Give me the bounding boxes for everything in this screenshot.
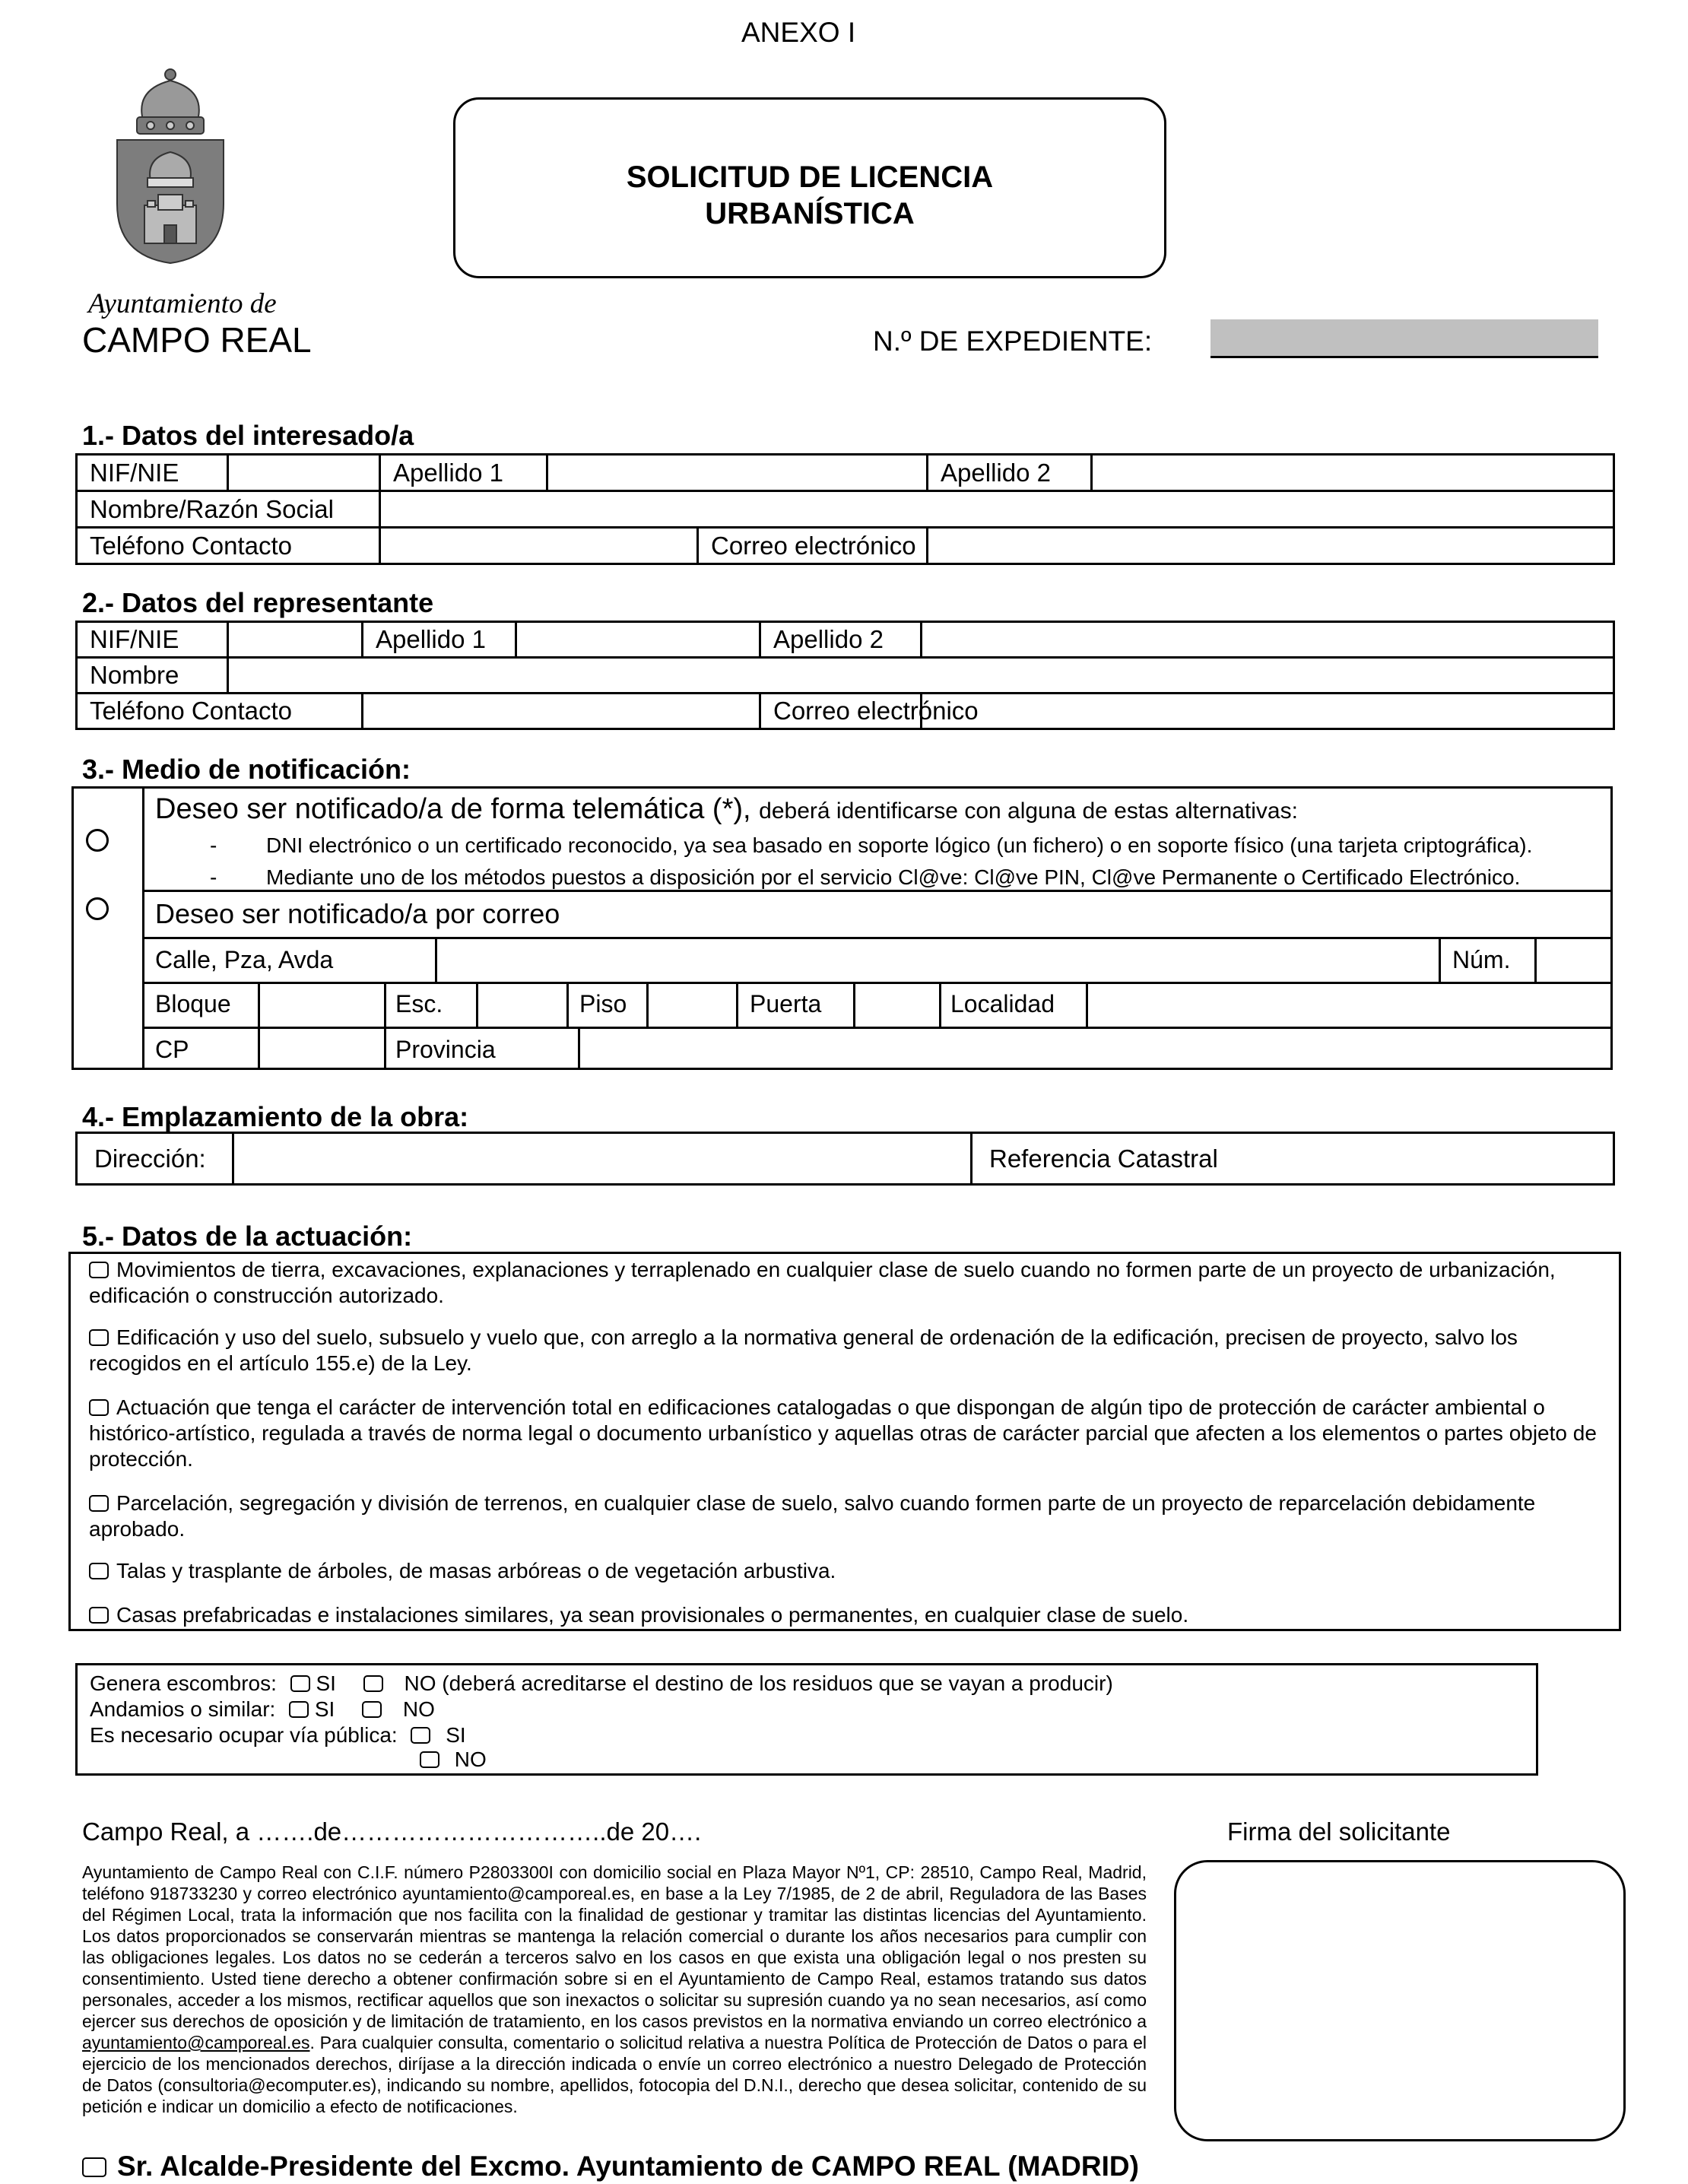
via-publica-no-label: NO [454,1748,487,1771]
telematica-note: deberá identificarse con alguna de estas alternativas: [759,798,1298,824]
signature-box[interactable] [1174,1860,1626,2141]
andamios-no-checkbox[interactable] [362,1701,382,1718]
escombros-si-label: SI [316,1671,336,1695]
actuacion-item-1: Movimientos de tierra, excavaciones, explanaciones y terraplenado en cualquier clase de suelo cuando no formen parte de un proyecto de urbanización, edificación o construcción autorizado. [89,1258,1556,1307]
calle-input[interactable] [437,939,1439,982]
section-4-table [75,1132,1615,1186]
telefono-input[interactable] [380,528,698,564]
rep-nif-input[interactable] [228,622,363,658]
rep-apellido2-label: Apellido 2 [760,622,922,658]
actuacion-box [68,1252,1621,1631]
esc-input[interactable] [478,984,566,1027]
apellido1-label: Apellido 1 [380,455,547,491]
num-input[interactable] [1537,939,1610,982]
andamios-si-label: SI [314,1697,335,1721]
addressee-line [82,2151,1139,2182]
escombros-label: Genera escombros: [90,1671,277,1695]
annex-label: ANEXO I [741,17,856,48]
cp-label: CP [155,1036,189,1063]
actuacion-checkbox-6[interactable] [89,1607,109,1624]
section-2-title: 2.- Datos del representante [82,587,434,618]
rep-nombre-label: Nombre [77,658,228,694]
addressee-text: Sr. Alcalde-Presidente del Excmo. Ayuntamiento de CAMPO REAL (MADRID) [117,2151,1139,2182]
rep-apellido1-label: Apellido 1 [363,622,516,658]
rep-correo-input[interactable] [922,694,1614,729]
section-2-table [75,621,1615,730]
actuacion-checkbox-1[interactable] [89,1262,109,1278]
piso-label: Piso [579,990,627,1017]
puerta-label: Puerta [750,990,822,1017]
telematica-option [155,793,1298,826]
num-label: Núm. [1452,946,1511,973]
correo-option: Deseo ser notificado/a por correo [155,898,560,929]
actuacion-checkbox-5[interactable] [89,1563,109,1579]
alt1-text: DNI electrónico o un certificado reconocido, ya sea basado en soporte lógico (un fichero) o en soporte físico (una tarjeta criptográfica). [266,833,1533,857]
actuacion-item-3: Actuación que tenga el carácter de intervención total en edificaciones catalogadas o que dispongan de algún tipo de protección de carácter ambiental o histórico-artístico, regulada a través de norma legal o documento urbanístico y aquellas otras de carácter parcial que afecten a los elementos o partes objeto de protección. [89,1395,1597,1471]
localidad-input[interactable] [1088,984,1610,1027]
municipality-name: CAMPO REAL [82,320,312,360]
rep-nif-label: NIF/NIE [77,622,228,658]
section-5-title: 5.- Datos de la actuación: [82,1221,413,1252]
bloque-label: Bloque [155,990,231,1017]
nif-label: NIF/NIE [77,455,228,491]
escombros-no-checkbox[interactable] [363,1675,383,1692]
apellido1-input[interactable] [547,455,928,491]
correo-input[interactable] [928,528,1614,564]
correo-radio[interactable] [86,897,109,920]
actuacion-item-4: Parcelación, segregación y división de terrenos, en cualquier clase de suelo, salvo cuando formen parte de un proyecto de reparcelación debidamente aprobado. [89,1491,1536,1541]
provincia-input[interactable] [580,1029,1610,1068]
addressee-checkbox[interactable] [82,2157,106,2177]
via-publica-si-checkbox[interactable] [411,1727,430,1744]
rep-apellido2-input[interactable] [922,622,1614,658]
telematica-main: Deseo ser notificado/a de forma telemática (*), [155,793,751,825]
localidad-label: Localidad [950,990,1055,1017]
actuacion-checkbox-3[interactable] [89,1399,109,1416]
expediente-label: N.º DE EXPEDIENTE: [873,325,1153,357]
privacy-email-link[interactable]: ayuntamiento@camporeal.es [82,2033,310,2052]
title-line-2: URBANÍSTICA [705,197,915,230]
date-line[interactable]: Campo Real, a …….de…………………………..de 20…. [82,1817,702,1846]
via-publica-label: Es necesario ocupar vía pública: [90,1723,398,1747]
section-3-title: 3.- Medio de notificación: [82,754,411,785]
municipality-prefix: Ayuntamiento de [88,288,277,319]
telematica-radio[interactable] [86,829,109,852]
puerta-input[interactable] [855,984,939,1027]
via-publica-si-label: SI [446,1723,466,1747]
rep-apellido1-input[interactable] [516,622,760,658]
privacy-notice: Ayuntamiento de Campo Real con C.I.F. número P2803300I con domicilio social en Plaza Mayor Nº1, CP: 28510, Campo Real, Madrid, teléfono 918733230 y correo electrónico ayuntamiento@camporeal.es, en base a la Ley 7/1985, de 2 de abril, Reguladora de las Bases del Régimen Local, trata la información que nos facilita con la finalidad de gestionar y tramitar las distintas licencias del Ayuntamiento. Los datos proporcionados se conservarán mientras se mantenga la relación comercial o durante los años necesarios para cumplir con las obligaciones legales. Los datos no se cederán a terceros salvo en los casos en que exista una obligación legal o nos presten su consentimiento. Usted tiene derecho a obtener confirmación sobre si en el Ayuntamiento de Campo Real, estamos tratando sus datos personales, acceder a los mismos, rectificar aquellos que son inexactos o solicitar su supresión cuando ya no sean necesarios, así como ejercer sus derechos de oposición y de limitación de tratamiento, en los casos previstos en la normativa enviando un correo electrónico a ayuntamiento@camporeal.es. Para cualquier consulta, comentario o solicitud relativa a nuestra Política de Protección de Datos o para el ejercicio de los mencionados derechos, diríjase a la dirección indicada o envíe un correo electrónico a nuestro Delegado de Protección de Datos (consultoria@ecomputer.es), indicando su nombre, apellidos, fotocopia del D.N.I., derecho que desea solicitar, contenido de su petición e indicar un domicilio a efecto de notificaciones. [82,1862,1147,2116]
piso-input[interactable] [649,984,736,1027]
referencia-label: Referencia Catastral [972,1133,1614,1185]
correo-label: Correo electrónico [698,528,928,564]
apellido2-label: Apellido 2 [928,455,1092,491]
nombre-input[interactable] [380,491,1614,528]
rep-telefono-input[interactable] [363,694,760,729]
actuacion-item-6: Casas prefabricadas e instalaciones similares, ya sean provisionales o permanentes, en cualquier clase de suelo. [89,1602,1601,1628]
title-box [453,97,1166,278]
section-4-title: 4.- Emplazamiento de la obra: [82,1101,469,1132]
esc-label: Esc. [395,990,443,1017]
direccion-input[interactable] [233,1133,972,1185]
alt2-dash: - [210,865,217,889]
actuacion-item-5: Talas y trasplante de árboles, de masas arbóreas o de vegetación arbustiva. [89,1558,1601,1584]
escombros-no-label: NO (deberá acreditarse el destino de los residuos que se vayan a producir) [404,1671,1113,1695]
actuacion-checkbox-4[interactable] [89,1495,109,1512]
andamios-label: Andamios o similar: [90,1697,276,1721]
rep-nombre-input[interactable] [228,658,1614,694]
section-1-table [75,453,1615,565]
title-line-1: SOLICITUD DE LICENCIA [626,160,994,194]
section-1-title: 1.- Datos del interesado/a [82,420,414,451]
expediente-input[interactable] [1210,319,1598,358]
coat-of-arms-icon [113,67,228,266]
extras-box [75,1663,1538,1776]
rep-telefono-label: Teléfono Contacto [77,694,363,729]
actuacion-item-2: Edificación y uso del suelo, subsuelo y vuelo que, con arreglo a la normativa general de ordenación de la edificación, precisen de proyecto, salvo los recogidos en el artículo 155.e) de la Ley. [89,1325,1518,1375]
bloque-input[interactable] [260,984,384,1027]
via-publica-no-checkbox[interactable] [420,1751,439,1768]
rep-correo-label: Correo electrónico [760,694,922,729]
alt2-text: Mediante uno de los métodos puestos a disposición por el servicio Cl@ve: Cl@ve PIN, Cl@ve Permanente o Certificado Electrónico. [266,865,1521,889]
nif-input[interactable] [228,455,380,491]
calle-label: Calle, Pza, Avda [155,946,334,973]
andamios-no-label: NO [402,1697,435,1721]
alt1-dash: - [210,833,217,857]
apellido2-input[interactable] [1092,455,1614,491]
nombre-label: Nombre/Razón Social [77,491,380,528]
andamios-si-checkbox[interactable] [289,1701,309,1718]
telefono-label: Teléfono Contacto [77,528,380,564]
firma-label: Firma del solicitante [1227,1817,1451,1846]
provincia-label: Provincia [395,1036,496,1063]
escombros-si-checkbox[interactable] [290,1675,310,1692]
cp-input[interactable] [260,1029,384,1068]
direccion-label: Dirección: [77,1133,233,1185]
actuacion-checkbox-2[interactable] [89,1329,109,1346]
